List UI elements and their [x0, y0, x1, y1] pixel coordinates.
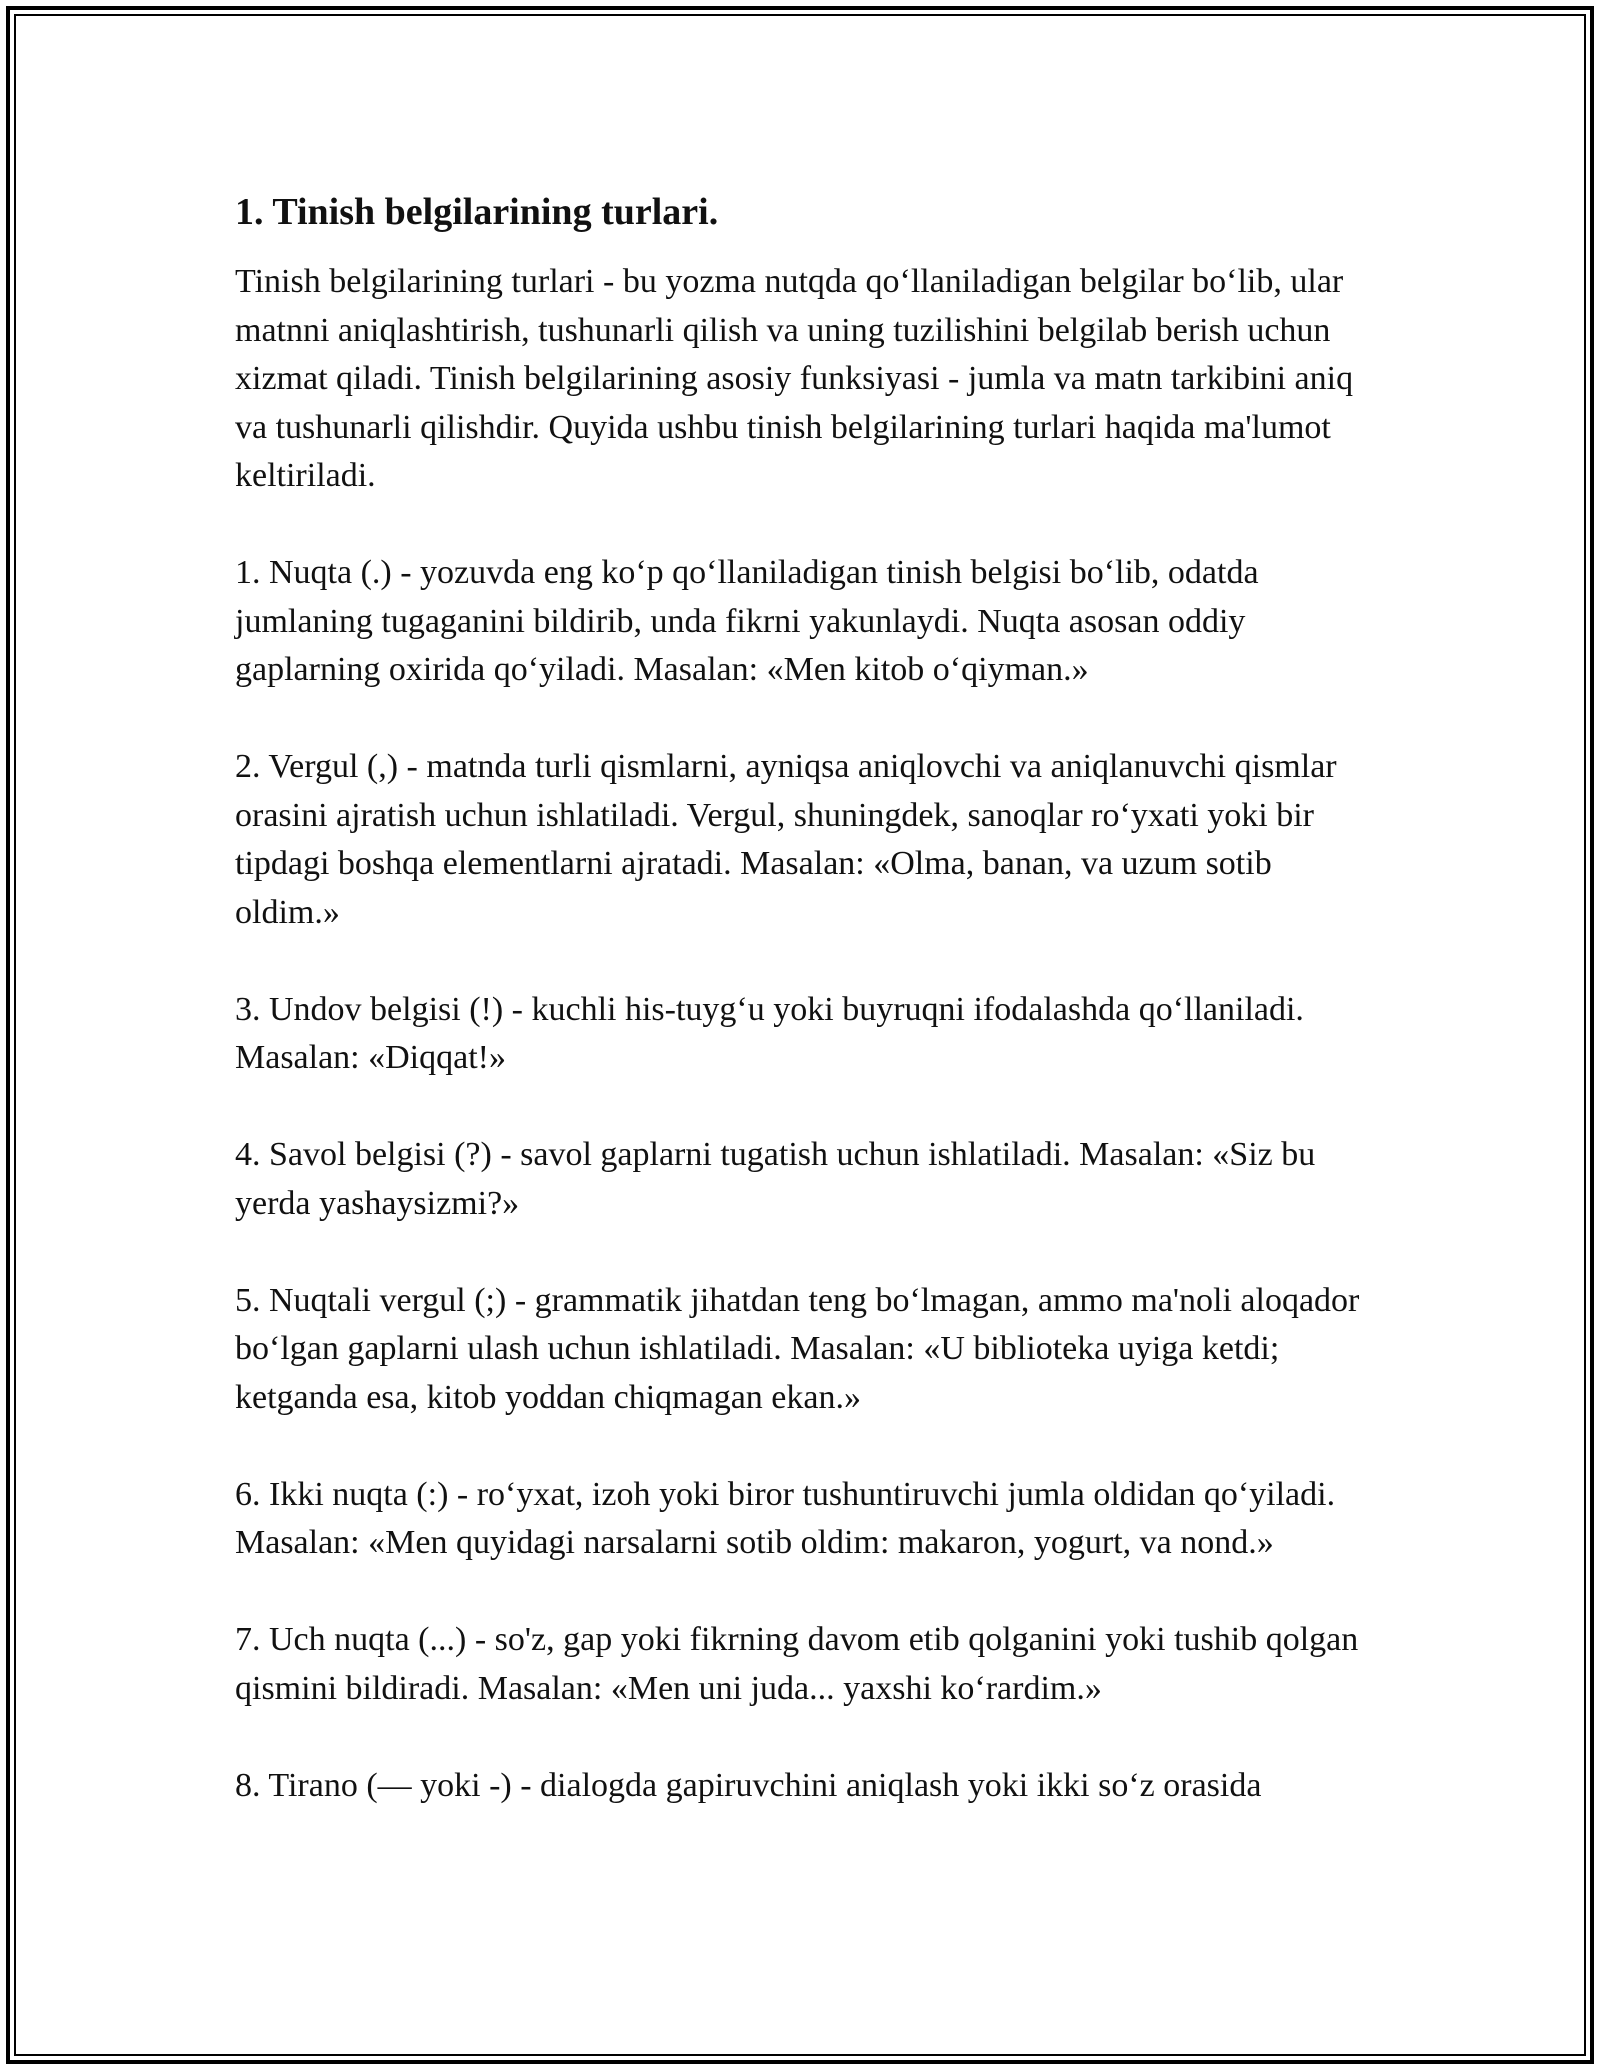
section-heading: 1. Tinish belgilarining turlari. [235, 191, 719, 233]
paragraph-nuqta: 1. Nuqta (.) - yozuvda eng koʻp qoʻllaniladigan tinish belgisi boʻlib, odatda jumlaning tugaganini bildirib, unda fikrni yakunlaydi. Nuqta asosan oddiy gaplarning oxirida qoʻyiladi. Masalan: «Men kitob oʻqiyman.» [235, 554, 1259, 688]
paragraph-undov-belgisi: 3. Undov belgisi (!) - kuchli his-tuygʻu yoki buyruqni ifodalashda qoʻllaniladi. Masalan: «Diqqat!» [235, 990, 1304, 1076]
paragraph-nuqtali-vergul: 5. Nuqtali vergul (;) - grammatik jihatdan teng boʻlmagan, ammo ma'noli aloqador boʻlgan gaplarni ulash uchun ishlatiladi. Masalan: «U biblioteka uyiga ketdi; ketganda esa, kitob yoddan chiqmagan ekan.» [235, 1281, 1360, 1416]
document-body [235, 188, 1375, 1859]
intro-paragraph: Tinish belgilarining turlari - bu yozma nutqda qoʻllaniladigan belgilar boʻlib, ular matnni aniqlashtirish, tushunarli qilish va uning tuzilishini belgilab berish uchun xizmat qiladi. Tinish belgilarining asosiy funksiyasi - jumla va matn tarkibini aniq va tushunarli qilishdir. Quyida ushbu tinish belgilarining turlari haqida ma'lumot keltiriladi. [235, 263, 1354, 494]
paragraph-uch-nuqta: 7. Uch nuqta (...) - so'z, gap yoki fikrning davom etib qolganini yoki tushib qolgan qismini bildiradi. Masalan: «Men uni juda... yaxshi koʻrardim.» [235, 1621, 1359, 1707]
paragraph-savol-belgisi: 4. Savol belgisi (?) - savol gaplarni tugatish uchun ishlatiladi. Masalan: «Siz bu yerda yashaysizmi?» [235, 1136, 1316, 1222]
paragraph-ikki-nuqta: 6. Ikki nuqta (:) - roʻyxat, izoh yoki biror tushuntiruvchi jumla oldidan qoʻyiladi. Masalan: «Men quyidagi narsalarni sotib oldim: makaron, yogurt, va nond.» [235, 1475, 1336, 1561]
paragraph-vergul: 2. Vergul (,) - matnda turli qismlarni, ayniqsa aniqlovchi va aniqlanuvchi qismlar orasini ajratish uchun ishlatiladi. Vergul, shuningdek, sanoqlar roʻyxati yoki bir tipdagi boshqa elementlarni ajratadi. Masalan: «Olma, banan, va uzum sotib oldim.» [235, 748, 1337, 931]
paragraph-tirano: 8. Tirano (— yoki -) - dialogda gapiruvchini aniqlash yoki ikki soʻz orasida [235, 1766, 1262, 1804]
